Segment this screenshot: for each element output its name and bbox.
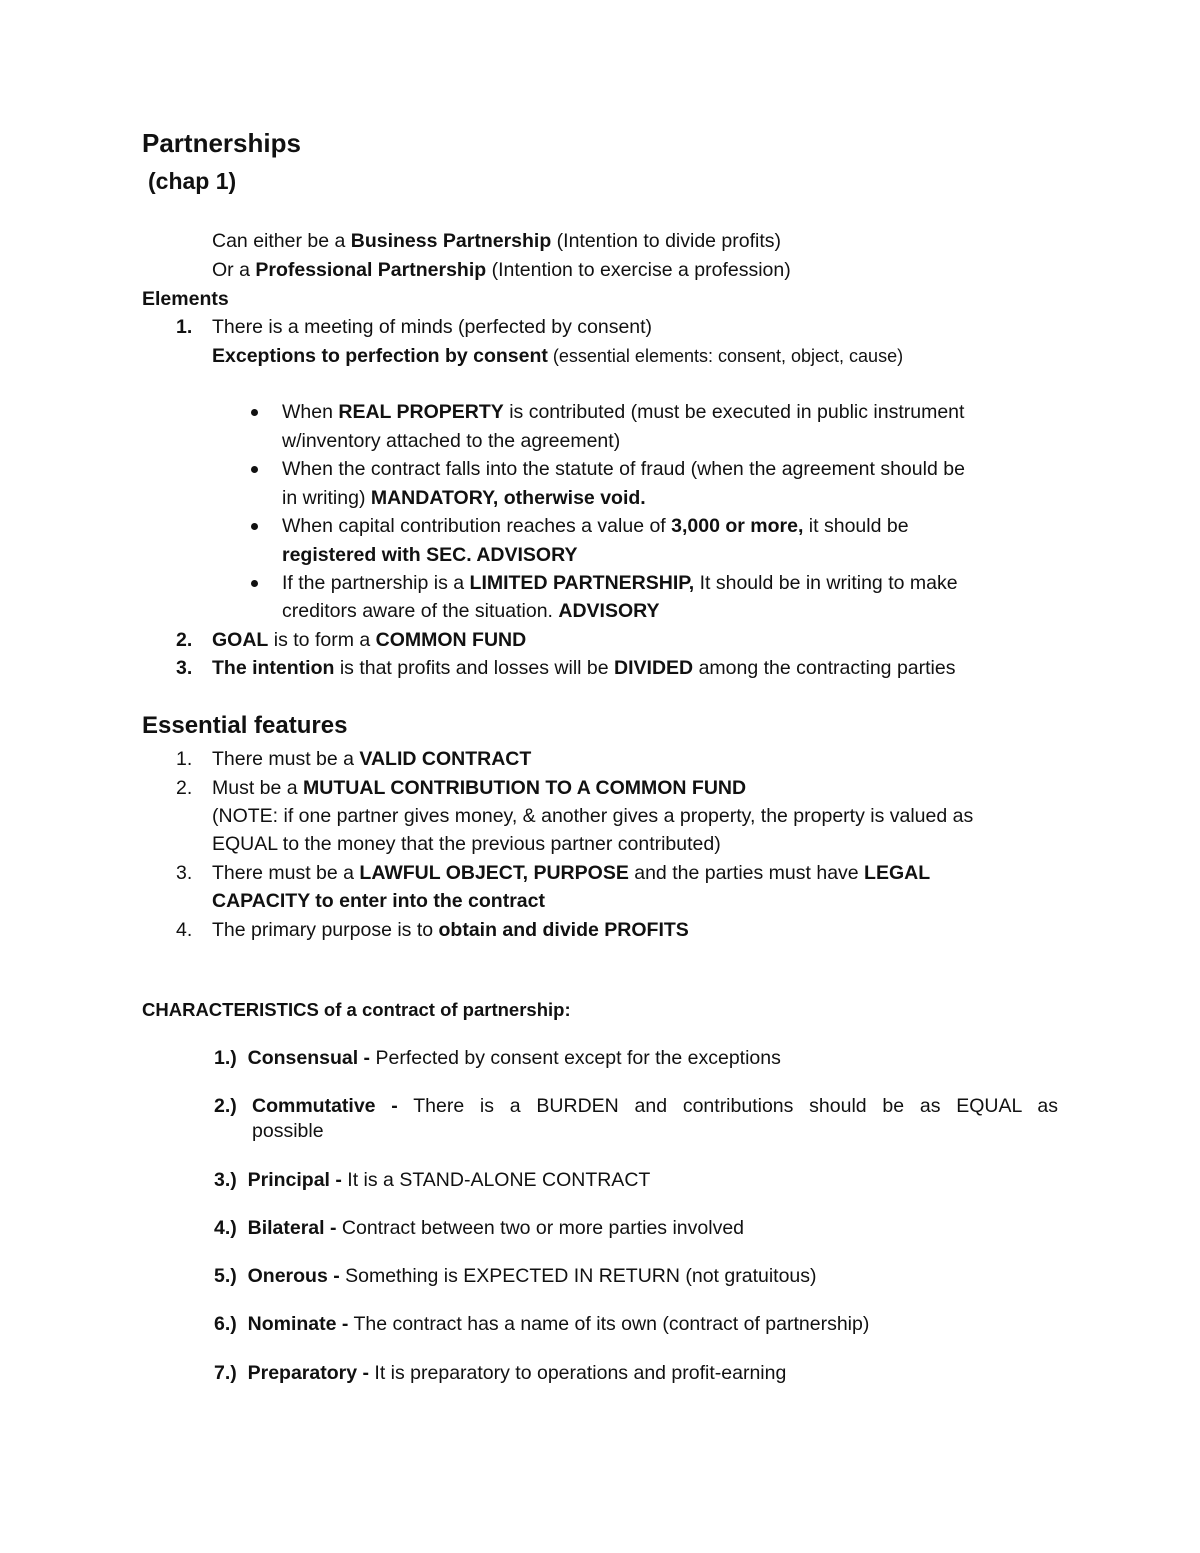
characteristic-item-7 [214, 1361, 786, 1386]
list-number: 1. [176, 316, 193, 338]
characteristics-heading [142, 997, 571, 1023]
essential-item-1 [212, 746, 531, 772]
item-text: among the contracting parties [693, 657, 956, 679]
char-term: Principal - [247, 1169, 342, 1191]
bullet-icon [251, 580, 258, 587]
char-number: 6.) [214, 1313, 237, 1335]
exception-bullet-2: When the contract falls into the statute of fraud (when the agreement should be [282, 458, 965, 480]
char-desc: Something is EXPECTED IN RETURN (not gratuitous) [339, 1265, 817, 1287]
item-bold: MUTUAL CONTRIBUTION TO A COMMON FUND [303, 777, 747, 799]
item-text: and the parties must have [628, 862, 865, 884]
char-desc: The contract has a name of its own (contract of partnership) [348, 1313, 870, 1335]
characteristic-item-1 [214, 1046, 781, 1071]
characteristics-heading-text: CHARACTERISTICS of a contract of partnership: [142, 999, 571, 1020]
item-text: There must be a [212, 748, 360, 770]
bullet-text: It should be in writing to make [694, 572, 958, 594]
intro-text: Or a [212, 259, 256, 281]
characteristic-item-6 [214, 1312, 869, 1337]
characteristic-item-2-cont: possible [252, 1120, 324, 1142]
exception-bullet-4-cont [282, 598, 660, 624]
list-number: 2. [176, 629, 193, 651]
item-bold: COMMON FUND [375, 629, 527, 651]
element-item-1: There is a meeting of minds (perfected by consent) [212, 316, 653, 338]
intro-business-partnership [212, 228, 781, 254]
bullet-icon [251, 409, 258, 416]
page-subtitle: (chap 1) [148, 168, 237, 194]
characteristic-item-4 [214, 1216, 744, 1241]
char-number: 5.) [214, 1265, 237, 1287]
item-bold: obtain and divide PROFITS [438, 919, 689, 941]
essential-item-2 [212, 775, 746, 801]
intro-text: Can either be a [212, 230, 351, 252]
char-desc: There is a BURDEN and contributions should be as EQUAL as [397, 1095, 1058, 1117]
bullet-bold: LIMITED PARTNERSHIP, [469, 572, 695, 594]
characteristic-item-5 [214, 1264, 817, 1289]
item-text: is to form a [268, 629, 376, 651]
exception-bullet-3 [282, 513, 909, 539]
intro-text: (Intention to exercise a profession) [486, 259, 791, 281]
exceptions-line [212, 343, 903, 369]
char-term: Bilateral - [247, 1217, 337, 1239]
essential-features-heading: Essential features [142, 712, 348, 739]
page-title: Partnerships [142, 128, 301, 158]
char-desc: Perfected by consent except for the exceptions [370, 1047, 781, 1069]
char-term: Consensual - [247, 1047, 371, 1069]
characteristic-item-3 [214, 1168, 650, 1193]
char-number: 4.) [214, 1217, 237, 1239]
intro-term: Business Partnership [350, 230, 552, 252]
elements-heading-text: Elements [142, 288, 229, 310]
exception-bullet-1 [282, 399, 964, 425]
bullet-icon [251, 466, 258, 473]
exception-bullet-2-cont [282, 485, 646, 511]
element-item-3 [212, 655, 955, 681]
intro-professional-partnership [212, 257, 791, 283]
bullet-text: creditors aware of the situation. [282, 600, 559, 622]
bullet-bold: MANDATORY, otherwise void. [370, 487, 646, 509]
item-text: Must be a [212, 777, 304, 799]
intro-text: (Intention to divide profits) [551, 230, 782, 252]
char-number: 7.) [214, 1362, 237, 1384]
elements-heading [142, 286, 229, 312]
bullet-bold: ADVISORY [558, 600, 660, 622]
intro-term: Professional Partnership [255, 259, 487, 281]
char-number: 1.) [214, 1047, 237, 1069]
bullet-bold: 3,000 or more, [671, 515, 804, 537]
essential-item-3 [212, 860, 930, 886]
char-term: Commutative - [252, 1095, 398, 1117]
char-term: Onerous - [247, 1265, 340, 1287]
char-number: 2.) [214, 1095, 237, 1117]
char-number: 3.) [214, 1169, 237, 1191]
bullet-bold: REAL PROPERTY [338, 401, 504, 423]
item-text: is that profits and losses will be [334, 657, 615, 679]
item-bold: LEGAL [864, 862, 931, 884]
list-number: 4. [176, 919, 193, 941]
characteristic-item-2-num [214, 1094, 237, 1119]
item-text: The primary purpose is to [212, 919, 439, 941]
item-bold: LAWFUL OBJECT, PURPOSE [359, 862, 629, 884]
list-number: 3. [176, 862, 193, 884]
list-number: 3. [176, 657, 193, 679]
list-number: 1. [176, 748, 193, 770]
item-bold: DIVIDED [614, 657, 694, 679]
characteristic-item-2 [252, 1094, 1058, 1119]
item-bold: VALID CONTRACT [359, 748, 532, 770]
bullet-text: If the partnership is a [282, 572, 470, 594]
essential-item-2-note: (NOTE: if one partner gives money, & another gives a property, the property is valued as [212, 805, 974, 827]
bullet-text: When capital contribution reaches a value of [282, 515, 672, 537]
bullet-text: it should be [803, 515, 909, 537]
exceptions-note: (essential elements: consent, object, cause) [547, 346, 904, 366]
essential-item-3-cont: CAPACITY to enter into the contract [212, 890, 545, 912]
list-number: 2. [176, 777, 193, 799]
essential-item-4 [212, 917, 689, 943]
bullet-text: in writing) [282, 487, 371, 509]
item-text: There must be a [212, 862, 360, 884]
char-term: Nominate - [247, 1313, 349, 1335]
item-bold: The intention [212, 657, 335, 679]
bullet-text: is contributed (must be executed in public instrument [503, 401, 965, 423]
exception-bullet-3-cont: registered with SEC. ADVISORY [282, 544, 578, 566]
bullet-icon [251, 523, 258, 530]
char-desc: Contract between two or more parties involved [336, 1217, 745, 1239]
exception-bullet-1-cont: w/inventory attached to the agreement) [282, 430, 621, 452]
char-desc: It is a STAND-ALONE CONTRACT [341, 1169, 651, 1191]
exceptions-label: Exceptions to perfection by consent [212, 345, 548, 367]
char-desc: It is preparatory to operations and profit-earning [369, 1362, 787, 1384]
char-term: Preparatory - [247, 1362, 369, 1384]
element-item-2 [212, 627, 526, 653]
essential-item-2-note-cont: EQUAL to the money that the previous partner contributed) [212, 833, 721, 855]
bullet-text: When [282, 401, 339, 423]
item-bold: GOAL [212, 629, 269, 651]
exception-bullet-4 [282, 570, 958, 596]
